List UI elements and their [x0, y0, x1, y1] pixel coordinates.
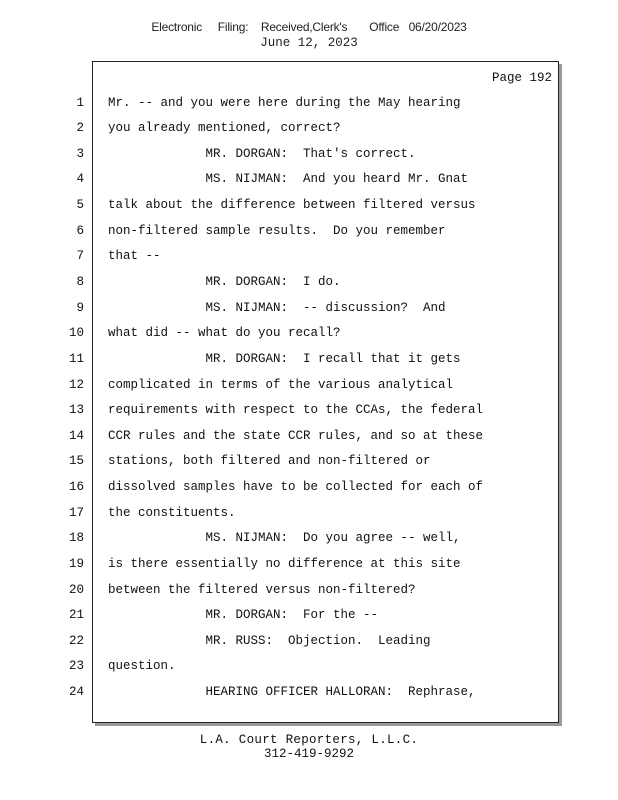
line-number: 22 [68, 634, 84, 648]
line-text: dissolved samples have to be collected for each of [108, 480, 484, 494]
line-text: the constituents. [108, 506, 236, 520]
line-text: Mr. -- and you were here during the May hearing [108, 96, 461, 110]
reporter-company: L.A. Court Reporters, L.L.C. [199, 733, 419, 747]
line-text: MR. RUSS: Objection. Leading [108, 634, 431, 648]
line-text: CCR rules and the state CCR rules, and so at these [108, 429, 484, 443]
line-number: 11 [68, 352, 84, 366]
line-text: what did -- what do you recall? [108, 326, 341, 340]
reporter-phone: 312-419-9292 [263, 747, 354, 761]
line-number: 13 [68, 403, 84, 417]
filing-stamp: Electronic Filing: Received,Clerk's Office 06/20/2023 [151, 20, 467, 34]
line-text: that -- [108, 249, 161, 263]
line-number: 14 [68, 429, 84, 443]
line-number: 7 [76, 249, 84, 263]
line-number: 8 [76, 275, 84, 289]
line-number: 21 [68, 608, 84, 622]
line-number: 10 [68, 326, 84, 340]
line-number: 19 [68, 557, 84, 571]
line-text: HEARING OFFICER HALLORAN: Rephrase, [108, 685, 476, 699]
line-text: MR. DORGAN: I recall that it gets [108, 352, 461, 366]
line-text: MR. DORGAN: For the -- [108, 608, 379, 622]
line-number: 24 [68, 685, 84, 699]
line-number: 6 [76, 224, 84, 238]
line-number: 4 [76, 172, 84, 186]
line-number: 9 [76, 301, 84, 315]
line-number: 18 [68, 531, 84, 545]
line-number: 1 [76, 96, 84, 110]
transcript-date: June 12, 2023 [260, 36, 358, 50]
line-number: 3 [76, 147, 84, 161]
line-text: MR. DORGAN: That's correct. [108, 147, 416, 161]
line-number: 2 [76, 121, 84, 135]
line-text: talk about the difference between filtered versus [108, 198, 476, 212]
line-text: stations, both filtered and non-filtered or [108, 454, 431, 468]
line-number: 12 [68, 378, 84, 392]
line-number: 16 [68, 480, 84, 494]
line-number: 5 [76, 198, 84, 212]
line-text: requirements with respect to the CCAs, the federal [108, 403, 484, 417]
line-text: MS. NIJMAN: -- discussion? And [108, 301, 446, 315]
line-text: between the filtered versus non-filtered? [108, 583, 416, 597]
line-text: is there essentially no difference at this site [108, 557, 461, 571]
line-text: MR. DORGAN: I do. [108, 275, 341, 289]
line-text: MS. NIJMAN: And you heard Mr. Gnat [108, 172, 469, 186]
line-text: question. [108, 659, 176, 673]
line-number: 17 [68, 506, 84, 520]
line-text: you already mentioned, correct? [108, 121, 341, 135]
line-text: complicated in terms of the various analytical [108, 378, 454, 392]
line-number: 15 [68, 454, 84, 468]
line-number: 23 [68, 659, 84, 673]
page-number: Page 192 [491, 71, 552, 85]
line-text: MS. NIJMAN: Do you agree -- well, [108, 531, 461, 545]
line-number: 20 [68, 583, 84, 597]
line-text: non-filtered sample results. Do you remember [108, 224, 446, 238]
